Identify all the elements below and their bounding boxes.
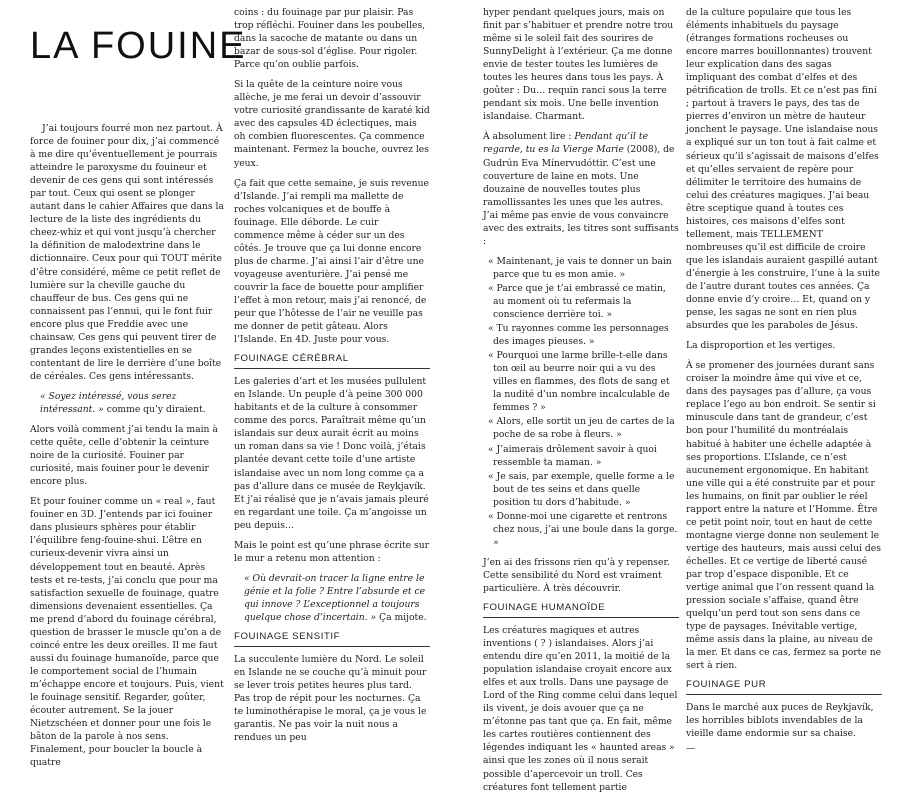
paragraph: Si la quête de la ceinture noire vous allèche, je me ferai un devoir d’assouvir votre curiosité grandissante de karaté kid avec des capsules 4D éclectiques, mais oh combien fluorescentes. Ça commence maintenant. Fermez la bouche, ouvrez les yeux. — [234, 79, 430, 169]
section-heading-cerebral: FOUINAGE CÉRÉBRAL — [234, 353, 430, 369]
quote-tail: comme qu’y diraient. — [103, 403, 206, 415]
text: (2008), de Gudrún Eva Mínervudóttir. C’est une couverture de laine en mots. Une douzaine de nouvelles toutes plus ramollissantes les unes que les autres. J’ai même pas envie de vous convaincre avec des extraits, les titres sont suffisants : — [483, 144, 679, 247]
paragraph: Les galeries d’art et les musées pullulent en Islande. Un peuple d’à peine 300 000 habitants et de la culture à consommer comme des porcs. Paraîtrait même qu’un islandais sur deux aurait écrit au moins un roman dans sa vie ! Donc voilà, j’étais plantée devant cette toile d’une artiste islandaise avec un nom long comme ça a pas d’allure dans ce musée de Reykjavík. Et j’ai réalisé que je n’avais jamais pleuré en regardant une toile. Ça m’angoisse un peu depuis… — [234, 376, 429, 531]
paragraph: Dans le marché aux puces de Reykjavík, les horribles biblots invendables de la vieille dame endormie sur sa chaise. — [686, 702, 874, 740]
column-4 — [686, 6, 882, 763]
paragraph: de la culture populaire que tous les éléments inhabituels du paysage (étranges formations rocheuses ou encore marres bouillonnantes) trouvent leur explication dans des sagas impliquant des combat d’elfes et des pétrification de trolls. Et ce n’est pas fini ; partout à travers le pays, des tas de pierres d’environ un mètre de hauteur jonchent le paysage. Une islandaise nous a expliqué sur un ton tout à fait calme et sérieux qu’il s’agissait de maisons d’elfes et qu’elles servaient de repère pour délimiter le territoire des humains de celui des créatures magiques. J’ai beau être sceptique quand à toutes ces histoires, ces maisons d’elfes sont tellement, mais TELLEMENT nombreuses qu’il est difficile de croire que les islandais auraient gaspillé autant d’énergie à les construire, l’une à la suite de l’autre durant toutes ces années. Ça donne envie d’y croire… Et, quand on y pense, les sagas ne sont en rien plus absurdes que les paraboles de Jésus. — [686, 7, 880, 332]
text: À absolument lire : — [483, 131, 575, 143]
citation-item: « Parce que je t’ai embrassé ce matin, au moment où tu refermais la conscience derrière toi. » — [488, 282, 666, 321]
book-title: Pendant qu’il te regarde, tu es la Vierge Marie — [483, 131, 649, 156]
paragraph: Alors voilà comment j’ai tendu la main à cette quête, celle d’obtenir la ceinture noire de la curiosité. Fouiner par curiosité, mais fouiner pour le devenir encore plus. — [30, 424, 218, 488]
citation-item: « J’aimerais drôlement savoir à quoi ressemble ta maman. » — [488, 443, 657, 468]
pull-quote — [30, 390, 226, 416]
paragraph: hyper pendant quelques jours, mais on finit par s’habituer et prendre notre trou même si le soleil fait des sourires de SunnyDelight à l’extérieur. Ça me donne envie de tester toutes les lumières de toutes les heures dans tous les pays. À goûter : Du… requin ranci sous la terre pendant six mois. Une belle invention islandaise. Charmant. — [483, 7, 674, 123]
quote-text: « Où devrait-on tracer la ligne entre le génie et la folie ? Entre l’absurde et ce qui innove ? L’exceptionnel a toujours quelque chose d’incertain. » — [244, 572, 426, 623]
citation-item: « Pourquoi une larme brille-t-elle dans ton œil au beurre noir qui a vu des villes en flammes, des flots de sang et la nudité d’un nombre incalculable de femmes ? » — [488, 350, 670, 414]
paragraph: coins : du fouinage par pur plaisir. Pas trop réfléchi. Fouiner dans les poubelles, dans la sacoche de matante ou dans un bazar de sous-sol d’église. Pour rigoler. Parce qu’on oublie parfois. — [234, 7, 426, 71]
citation-item: « Je sais, par exemple, quelle forme a le bout de tes seins et dans quelle position tu dors d’habitude. » — [488, 470, 675, 508]
citation-item: « Donne-moi une cigarette et rentrons chez nous, j’ai une boule dans la gorge. » — [488, 510, 678, 548]
paragraph: Et pour fouiner comme un « real », faut fouiner en 3D. J’entends par ici fouiner dans plusieurs sphères pour établir l’équilibre feng-fouine-shui. L’être en curieux-devenir vivra ainsi un développement tout en beauté. Après tests et re-tests, j’ai conclu que pour ma satisfaction sexuelle de fouinage, quatre dimensions devenaient essentielles. Ça me prend d’abord du fouinage cérébral, question de brasser le muscle qu’on a de coincé entre les deux oreilles. Il me faut aussi du fouinage humanoïde, parce que le comportement social de l’humain m’échappe encore et toujours. Puis, vient le fouinage sensitif. Regarder, goûter, écouter autrement. Se la jouer Nietzschéen et donner pour une fois le bâton de la parole à nos sens. Finalement, pour boucler la boucle à quatre — [30, 496, 224, 769]
paragraph: J’ai toujours fourré mon nez partout. À force de fouiner pour dix, j’ai commencé à me dire qu’éventuellement je pourrais atteindre le paroxysme du fouineur et devenir de ces gens qui sont intéressés par tout. Ceux qui osent se plonger autant dans le cahier Affaires que dans la lecture de la liste des ingrédients du cheez-whiz et qui vont jusqu’à chercher la définition de malodextrine dans le dictionnaire. Ceux pour qui TOUT mérite d’être considéré, même ce petit reflet de lumière sur la cheville gauche du chauffeur de bus. Ces gens qui ne connaissent pas l’ennui, qui le font fuir encore plus que Freddie avec une chainsaw. Ces gens qui peuvent tirer de grandes leçons existentielles en se contentant de lire le derrière d’une boîte de céréales. Ces gens intéressants. — [30, 123, 224, 382]
paragraph — [483, 130, 679, 247]
article-title: LA FOUINE — [30, 25, 247, 67]
quote-text: « Soyez intéressé, vous serez intéressant. » — [40, 390, 177, 415]
paragraph: La disproportion et les vertiges. — [686, 340, 836, 352]
paragraph: Les créatures magiques et autres inventions ( ? ) islandaises. Alors j’ai entendu dire qu’en 2011, la moitié de la population islandaise croyait encore aux elfes et aux trolls. Dans une paysage de Lord of the Ring comme celui dans lequel ils vivent, je dois avouer que ça ne m’étonne pas tant que ça. En fait, même les cartes routières contiennent des légendes indiquant les « haunted areas » ainsi que les zones où il nous serait possible d’apercevoir un troll. Ces créatures font tellement partie — [483, 625, 678, 793]
citation-item: « Alors, elle sortit un jeu de cartes de la poche de sa robe à fleurs. » — [488, 416, 675, 441]
section-heading-humanoide: FOUINAGE HUMANOÏDE — [483, 602, 679, 618]
paragraph: Ça fait que cette semaine, je suis revenue d’Islande. J’ai rempli ma mallette de roches volcaniques et de bouffe à fouinage. Elle déborde. Le cuir commence même à céder sur un des côtés. Je trouve que ça lui donne encore plus de charme. J’ai ainsi l’air d’être une voyageuse aventurière. J’ai pensé me couvrir la face de bouette pour amplifier l’effet à mon retour, mais j’ai renoncé, de peur que l’hôtesse de l’air ne veuille pas me donner de petit gâteau. Alors l’Islande. En 4D. Juste pour vous. — [234, 177, 429, 346]
column-3 — [483, 6, 679, 801]
quote-tail: Ça mijote. — [376, 611, 427, 623]
paragraph: J’en ai des frissons rien qu’à y repenser. Cette sensibilité du Nord est vraiment particulière. À très découvrir. — [483, 556, 670, 594]
paragraph: Mais le point est qu’une phrase écrite sur le mur a retenu mon attention : — [234, 539, 430, 564]
wall-quote — [234, 572, 430, 624]
section-heading-pur: FOUINAGE PUR — [686, 679, 882, 695]
column-2 — [234, 6, 430, 751]
citation-item: « Tu rayonnes comme les personnages des images pieuses. » — [488, 323, 669, 348]
paragraph: À se promener des journées durant sans croiser la moindre âme qui vive et ce, dans des paysages pas d’allure, ça vous replace l’ego au bon endroit. Se sentir si minuscule dans tant de grandeur, c’est bon pour l’humilité du montréalais habitué à habiter une échelle adaptée à ses proportions. L’Islande, ce n’est aucunement ergonomique. En habitant une ville qui a été construite par et pour les humains, on finit par oublier le réel rapport entre la nature et l’Homme. Être ce petit point noir, tout en haut de cette montagne vierge donne non seulement le vertige des hauteurs, mais aussi celui des échelles. Et ce vertige de liberté causé par trop d’espace disponible. Et ce vertige animal que l’on ressent quand la pression sociale s’affaise, quand être quelqu’un perd tout son sens dans ce type de paysages. Inévitable vertige, même assis dans la plaine, au niveau de la mer. Et dans ce cas, fermez sa porte ne sert à rien. — [686, 360, 882, 672]
citation-list — [483, 255, 679, 549]
column-1 — [30, 122, 226, 776]
section-heading-sensitif: FOUINAGE SENSITIF — [234, 631, 430, 647]
paragraph: La succulente lumière du Nord. Le soleil en Islande ne se couche qu’à minuit pour se lever trois petites heures plus tard. Pas trop de répit pour les nocturnes. Ça te luminothérapise le moral, ça je vous le garantis. Ne pas voir la nuit nous a rendues un peu — [234, 654, 427, 744]
end-mark: — — [686, 743, 696, 755]
citation-item: « Maintenant, je vais te donner un bain parce que tu es mon amie. » — [488, 255, 672, 280]
